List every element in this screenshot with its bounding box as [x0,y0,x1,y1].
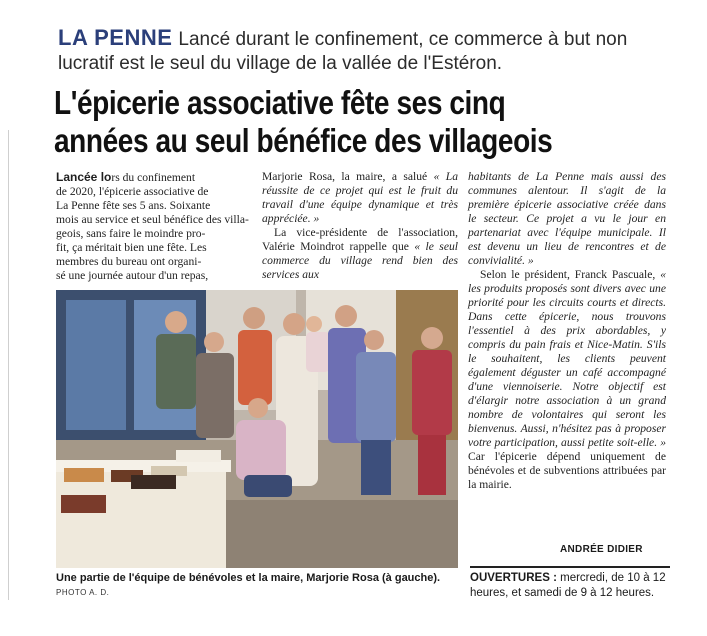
column1-line [56,241,252,255]
opening-hours [470,566,670,601]
column1-line-7: geois, sans fai [56,227,122,240]
column2-p2-quote: « le seul commerce du village rend bien des services aux [262,240,458,281]
column1-line [56,199,252,213]
article-column-3 [468,170,666,492]
column1-line-14: ée autour d'un repas, [112,269,209,282]
column2-p2-start: La vice-présidente de l'association, Valérie Moindrot rappelle que [262,226,458,253]
column3-p2-quote: « les produits proposés sont divers avec une priorité pour les circuits courts et directs. Dans cette épicerie, nous trouvons l'essentiel à des prix abordables, y compris du pain frais et Nice-Matin. S'ils le souhaitent, les clients peuvent également déguster un café accompagné d'une viennoiserie. Notre objectif est d'élargir notre association à un grand nombre de volontaires qui seront les bienvenus. Aussi, n'hésitez pas à proposer votre participation, aussi petite soit-elle. » [468,268,666,449]
column2-paragraph-1 [262,170,458,226]
column1-line [56,269,252,283]
kicker [58,26,668,76]
column1-line-4: te ses 5 ans. Soixante [111,199,211,212]
photo-caption [56,572,458,585]
column3-p2-end: Car l'épicerie dépend uniquement de bénévoles et de subventions attribuées par la mairie. [468,450,666,491]
column1-line-2: icerie associative de [115,185,209,198]
column1-line-6: vice et seul bénéfice des villa- [108,213,249,226]
kicker-text: Lancé durant le confinement, ce commerce à but non lucratif est le seul du village de la vallée de l'Estéron. [58,29,628,74]
column1-line [56,185,252,199]
page-fold-edge [0,130,9,600]
column2-paragraph-2 [262,226,458,282]
group-photo-image [56,290,458,568]
column1-line-8: re le moindre pro- [121,227,206,240]
article-column-2 [262,170,458,282]
column1-line-13: sé une journ [56,269,113,282]
column2-p1-quote: « La réussite de ce projet qui est le fruit du travail d'une équipe dynamique et très appréciée. » [262,170,459,225]
column1-line [56,255,252,269]
group-photo [56,290,458,568]
column3-paragraph-1: habitants de La Penne mais aussi des communes alentour. Il s'agit de la première épicerie associative créée dans le secteur. Ce projet a vu le jour en partenariat avec l'équipe municipale. Il est devenu un lieu de rencontres et de convivialité. » [468,170,666,267]
column1-line-10: ait bien une fête. Les [109,241,207,254]
caption-lead: Une partie de [56,572,126,584]
column1-lead [56,170,252,185]
hours-text: mercredi, de 10 à 12 heures, et samedi de 9 à 12 heures. [470,572,666,599]
column1-line-0: rs du confinement [111,171,196,184]
column3-p2-start: Selon le président, Franck Pascuale, [480,268,656,281]
author-byline: ANDRÉE DIDIER [560,544,643,555]
column1-line-11: membres d [56,255,108,268]
kicker-place: LA PENNE [58,25,173,50]
column1-lead-word: Lancée lo [56,170,112,184]
column1-line [56,213,252,227]
column1-line-1: de 2020, l'ép [56,185,116,198]
headline: L'épicerie associative fête ses cinq années au seul bénéfice des villageois [54,84,553,159]
column1-line-12: u bureau ont organi- [107,255,202,268]
caption-text: l'équipe de bénévoles et la maire, Marjorie Rosa (à gauche). [128,572,441,584]
column3-paragraph-2 [468,268,666,492]
column1-line-3: La Penne fê [56,199,112,212]
column2-p1-start: Marjorie Rosa, la maire, a salué [262,170,428,183]
article-column-1 [56,170,252,283]
photo-credit: PHOTO A. D. [56,588,110,597]
hours-label: OUVERTURES : [470,572,557,584]
column1-line [56,227,252,241]
column1-line-9: fit, ça mérit [56,241,110,254]
column1-line-5: mois au ser [56,213,109,226]
